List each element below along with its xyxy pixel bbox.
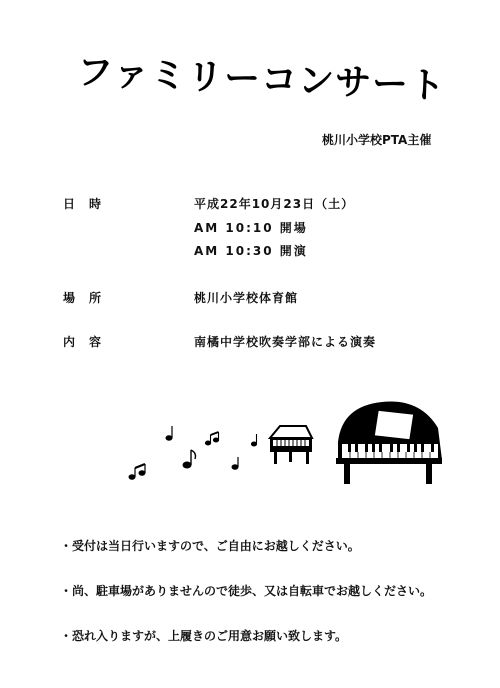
music-note-icon — [183, 450, 196, 468]
venue-label: 場所 — [63, 291, 116, 305]
music-note-icon — [205, 432, 218, 445]
note-item: ・恐れ入りますが、上履きのご用意お願い致します。 — [60, 629, 348, 643]
date-label: 日時 — [63, 197, 116, 211]
content-label: 内容 — [63, 335, 116, 349]
content-value: 南橘中学校吹奏学部による演奏 — [194, 335, 377, 349]
toy-piano-icon — [270, 426, 312, 464]
start-time: AM 10:30 開演 — [194, 244, 308, 258]
grand-piano-icon — [336, 402, 442, 484]
note-item: ・受付は当日行いますので、ご自由にお越しください。 — [60, 539, 360, 553]
music-note-icon — [166, 426, 172, 440]
music-note-icon — [129, 464, 145, 479]
note-item: ・尚、駐車場がありませんので徒歩、又は自転車でお越しください。 — [60, 584, 433, 598]
music-note-icon — [251, 434, 256, 446]
music-note-icon — [232, 457, 238, 469]
organizer: 桃川小学校PTA主催 — [322, 133, 432, 147]
event-title-text: ファミリーコンサート — [76, 51, 447, 108]
music-illustration — [120, 398, 460, 498]
open-time: AM 10:10 開場 — [194, 221, 308, 235]
event-title — [76, 44, 448, 108]
date-value: 平成22年10月23日（土） — [194, 197, 355, 211]
venue-value: 桃川小学校体育館 — [194, 291, 299, 305]
